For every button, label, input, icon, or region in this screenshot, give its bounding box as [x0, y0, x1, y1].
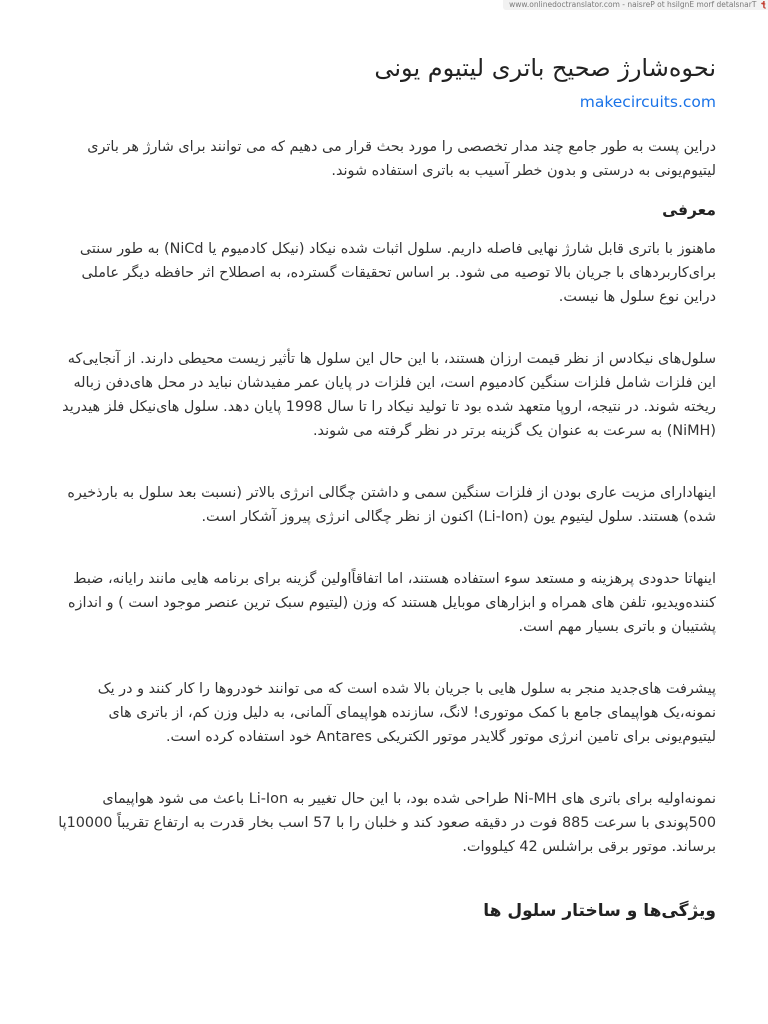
paragraph-nicad-environment: سلول‌های نیکادس از نظر قیمت ارزان هستند، با این حال این سلول ها تأثیر زیست محیطی دارند. از آنجایی‌که این فلزات شامل فلزات سنگین کادمیوم است، این فلزات در پایان عمر مفیدشان نباید در محل های‌دفن زباله ریخته شوند. در نتیجه، اروپا متعهد شده بود تا تولید نیکاد را تا سال 1998 پایان دهد. سلول های‌نیکل فلز هیدرید (NiMH) به سرعت به عنوان یک گزینه برتر در نظر گرفته می شوند.: [62, 351, 716, 439]
paragraph-nicd: ماهنوز با باتری قابل شارژ نهایی فاصله داریم. سلول اثبات شده نیکاد (نیکل کادمیوم یا NiCd) به طور سنتی برای‌کاربردهای با جریان بالا توصیه می شود. بر اساس تحقیقات گسترده، به اصطلاح اثر حافظه دیگر عاملی دراین نوع سلول ها نیست.: [79, 241, 716, 305]
article-title: نحوه‌شارژ صحیح باتری لیتیوم یونی: [374, 54, 716, 82]
paragraph-high-current-cells: پیشرفت های‌جدید منجر به سلول هایی با جریان بالا شده است که می توانند خودروها را کار کنند و در یک نمونه،یک هواپیمای جامع با کمک موتوری! لانگ، سازنده هواپیمای آلمانی، به دلیل وزن کم، از باتری های لیتیوم‌یونی برای تامین انرژی موتور گلایدر موتور الکتریکی Antares خود استفاده کرده است.: [97, 681, 716, 745]
article: [50, 52, 716, 923]
intro-paragraph: دراین پست به طور جامع چند مدار تخصصی را مورد بحث قرار می دهیم که می توانند برای شارژ هر باتری لیتیوم‌یونی به درستی و بدون خطر آسیب به باتری استفاده شوند.: [87, 139, 716, 179]
paragraph-li-ion-density: اینهادارای مزیت عاری بودن از فلزات سنگین سمی و داشتن چگالی انرژی بالاتر (نسبت بعد سلول به بارذخیره شده) هستند. سلول لیتیوم یون (Li-Ion) اکنون از نظر چگالی انرژی پیروز آشکار است.: [67, 485, 716, 525]
section-heading-introduction: معرفی: [662, 201, 716, 219]
paragraph-li-ion-applications: اینهاتا حدودی پرهزینه و مستعد سوء استفاده هستند، اما اتفاقاًاولین گزینه برای برنامه هایی مانند رایانه، ضبط کننده‌ویدیو، تلفن های همراه و ابزارهای موبایل هستند که وزن (لیتیوم سبک ترین عنصر موجود است ) و اندازه پشتیبان و باتری بسیار مهم است.: [68, 571, 716, 635]
paragraph-prototype-aircraft: نمونه‌اولیه برای باتری های Ni-MH طراحی شده بود، با این حال تغییر به Li-Ion باعث می شود هواپیمای 500پوندی با سرعت 885 فوت در دقیقه صعود کند و خلبان را با 57 اسب بخار قدرت به ارتفاع تقریباً 10000پا برساند. موتور برقی براشلس 42 کیلووات.: [58, 791, 716, 855]
section-heading-features: ویژگی‌ها و ساختار سلول ها: [483, 901, 716, 921]
translator-logo-icon: ꞎ: [760, 0, 766, 9]
source-link[interactable]: makecircuits.com: [579, 93, 716, 111]
translation-banner-text: www.onlinedoctranslator.com - naisreP ot hsilgnE morf detalsnarT: [509, 0, 757, 9]
translation-banner: [503, 0, 768, 10]
